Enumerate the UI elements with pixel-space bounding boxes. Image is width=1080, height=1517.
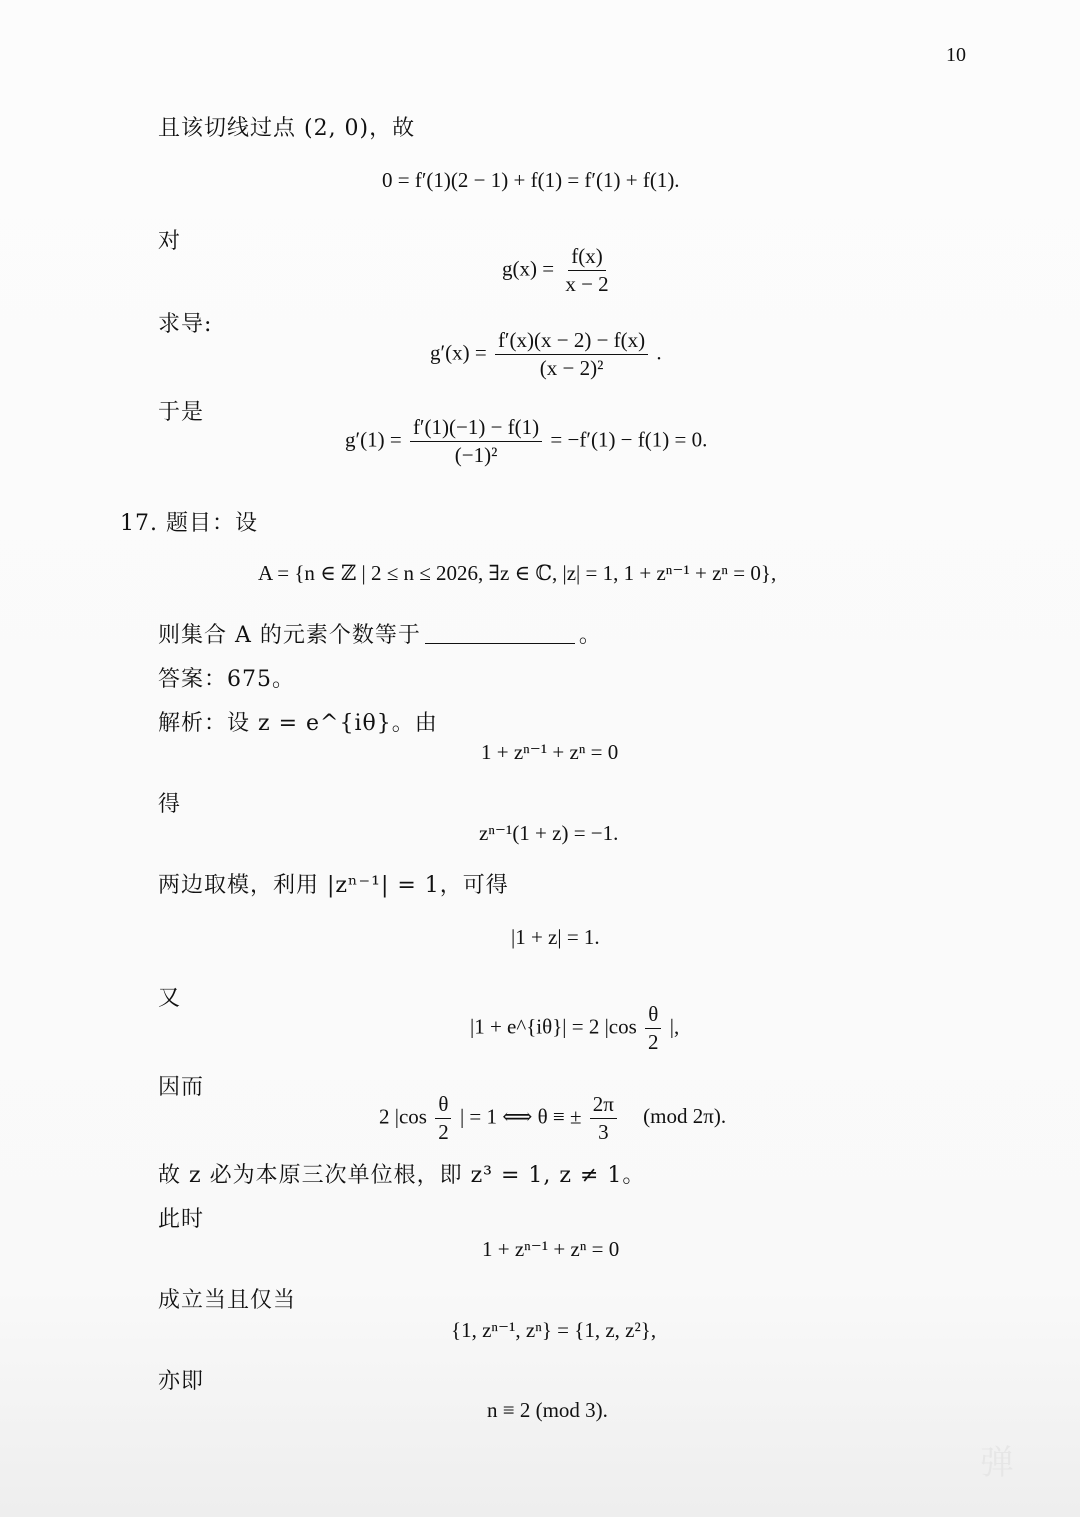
- equation: {1, zⁿ⁻¹, zⁿ} = {1, z, z²},: [451, 1318, 657, 1342]
- text-line: 成立当且仅当: [158, 1288, 297, 1313]
- denominator: (x − 2)²: [539, 356, 604, 381]
- equation: [470, 1003, 679, 1054]
- text-line: 此时: [158, 1207, 205, 1232]
- text-line: 亦即: [158, 1369, 205, 1394]
- equation-part: | = 1 ⟺ θ ≡ ±: [459, 1104, 582, 1129]
- equation: [379, 1093, 726, 1144]
- question-heading: 17. 题目：设: [120, 511, 258, 536]
- equation-part: |1 + e^{iθ}| = 2 |cos: [470, 1014, 637, 1039]
- equation: 0 = f′(1)(2 − 1) + f(1) = f′(1) + f(1).: [382, 168, 680, 192]
- denominator: (−1)²: [454, 443, 498, 468]
- text-line: 因而: [158, 1075, 205, 1100]
- text-line: 于是: [158, 400, 205, 425]
- numerator: θ: [435, 1093, 451, 1119]
- numerator: f′(1)(−1) − f(1): [410, 416, 542, 442]
- text-part: 则集合 A 的元素个数等于: [158, 623, 421, 648]
- answer-blank: [425, 643, 575, 644]
- numerator: f′(x)(x − 2) − f(x): [495, 329, 648, 355]
- equation-part: .: [656, 340, 662, 365]
- equation-part: |,: [669, 1014, 680, 1039]
- numerator: f(x): [568, 245, 605, 271]
- text-line: 得: [158, 792, 182, 817]
- page-number: 10: [946, 44, 966, 66]
- denominator: 2: [648, 1030, 659, 1055]
- fraction: [645, 1003, 662, 1054]
- equation-part: = −f′(1) − f(1) = 0.: [550, 427, 708, 452]
- fraction: [410, 416, 542, 467]
- text-line: 对: [158, 229, 182, 254]
- text-line: 又: [158, 986, 182, 1011]
- text-line: 解析：设 z = e^{iθ}。由: [158, 711, 438, 736]
- numerator: 2π: [590, 1093, 617, 1119]
- denominator: 2: [438, 1120, 449, 1145]
- equation-part: 2 |cos: [379, 1104, 427, 1129]
- text-line: 求导:: [158, 312, 213, 337]
- equation-part: (mod 2π).: [643, 1104, 727, 1129]
- watermark-logo: 弹: [980, 1443, 1014, 1483]
- equation-part: g′(x) =: [430, 340, 487, 365]
- equation: [430, 329, 662, 380]
- text-line: 两边取模，利用 |zⁿ⁻¹| = 1，可得: [158, 873, 509, 898]
- equation: |1 + z| = 1.: [511, 925, 600, 949]
- fraction: [435, 1093, 452, 1144]
- fraction: [562, 245, 611, 296]
- equation: zⁿ⁻¹(1 + z) = −1.: [479, 821, 619, 845]
- fraction: [590, 1093, 617, 1144]
- text-part: 。: [578, 623, 602, 648]
- equation: A = {n ∈ ℤ | 2 ≤ n ≤ 2026, ∃z ∈ ℂ, |z| = 1, 1 + zⁿ⁻¹ + zⁿ = 0},: [258, 561, 777, 585]
- equation: 1 + zⁿ⁻¹ + zⁿ = 0: [482, 1237, 620, 1261]
- denominator: x − 2: [565, 272, 609, 297]
- equation: [502, 245, 615, 296]
- equation: n ≡ 2 (mod 3).: [487, 1398, 608, 1422]
- equation-part: g′(1) =: [345, 427, 402, 452]
- equation: [345, 416, 707, 467]
- text-line: 故 z 必为本原三次单位根，即 z³ = 1, z ≠ 1。: [158, 1163, 646, 1188]
- denominator: 3: [598, 1120, 609, 1145]
- numerator: θ: [645, 1003, 661, 1029]
- fraction: [495, 329, 648, 380]
- text-line: 且该切线过点 (2, 0)，故: [158, 116, 416, 141]
- equation-part: g(x) =: [502, 256, 555, 281]
- equation: 1 + zⁿ⁻¹ + zⁿ = 0: [481, 740, 619, 764]
- text-line: [158, 618, 602, 649]
- answer-line: 答案：675。: [158, 667, 295, 692]
